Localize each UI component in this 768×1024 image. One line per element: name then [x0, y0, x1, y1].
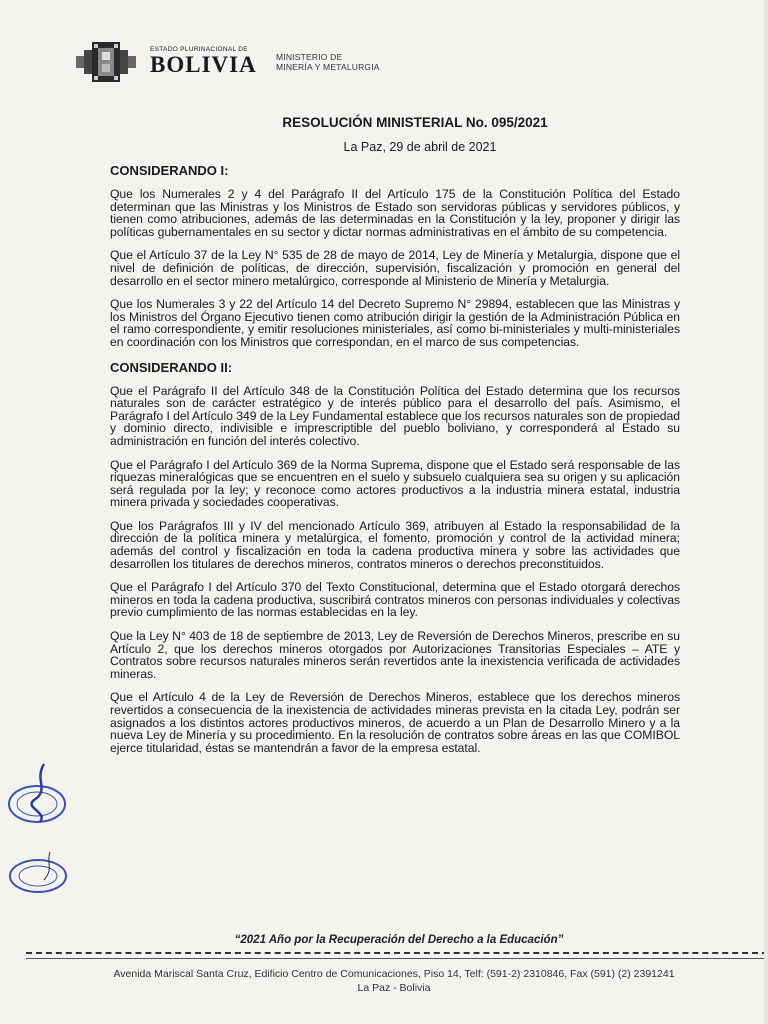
paragraph: Que el Parágrafo I del Artículo 370 del Texto Constitucional, determina que el Estado otorgará derechos mineros en toda la cadena productiva, suscribirá contratos mineros con personas individuales y colectivas previo cumplimiento de las normas establecidas en la ley.	[110, 580, 680, 620]
paragraph: Que los Numerales 3 y 22 del Artículo 14 del Decreto Supremo N° 29894, establecen que las Ministras y los Ministros del Órgano Ejecutivo tienen como atribución dirigir la gestión de la Administración Pública en el ramo correspondiente, y emitir resoluciones ministeriales, así como bi-ministeriales y multi-ministeriales en coordinación con los Ministros que correspondan, en el marco de sus competencias.	[110, 297, 680, 349]
brand-name: BOLIVIA	[150, 52, 257, 77]
paragraph: Que el Parágrafo I del Artículo 369 de la Norma Suprema, dispone que el Estado será responsable de las riquezas mineralógicas que se encuentren en el suelo y subsuelo cualquiera sea su origen y su aplicación será regulada por la ley; y reconoce como actores productivos a la industria minera estatal, industria minera privada y sociedades cooperativas.	[110, 457, 680, 510]
paragraph: Que el Artículo 37 de la Ley N° 535 de 28 de mayo de 2014, Ley de Minería y Metalurgia, dispone que el nivel de definición de políticas, de dirección, supervisión, fiscalización y promoción en general del desarrollo en el sector minero metalúrgico, corresponde al Ministerio de Minería y Metalurgia.	[110, 248, 680, 288]
resolution-date: La Paz, 29 de abril de 2021	[343, 140, 497, 154]
ministry-name	[276, 53, 380, 72]
official-seal-stamp-icon	[4, 760, 70, 830]
brand-subtitle: ESTADO PLURINACIONAL DE	[150, 46, 248, 53]
paragraph: Que el Parágrafo II del Artículo 348 de la Constitución Política del Estado determina que los recursos naturales son de carácter estratégico y de interés público para el desarrollo del país. Asimismo, el Parágrafo I del Artículo 349 de la Ley Fundamental establece que los recursos naturales son de propiedad y dominio directo, indivisible e imprescriptible del pueblo boliviano, y corresponderá al Estado su administración en función del interés colectivo.	[110, 383, 680, 448]
bolivia-coat-of-arms-icon	[70, 38, 142, 86]
resolution-title: RESOLUCIÓN MINISTERIAL No. 095/2021	[282, 115, 548, 130]
paragraph: Que la Ley N° 403 de 18 de septiembre de 2013, Ley de Reversión de Derechos Mineros, prescribe en su Artículo 2, que los derechos mineros otorgados por Autorizaciones Transitorias Especiales – ATE y Contratos sobre recursos naturales mineros serán revertidos ante la inexistencia verificada de actividades mineras.	[110, 629, 680, 681]
paragraph: Que los Numerales 2 y 4 del Parágrafo II del Artículo 175 de la Constitución Política del Estado determinan que las Ministras y los Ministros de Estado son servidoras públicas y servidores públicos, y tienen como atribuciones, además de las determinadas en la Constitución y la ley, proponer y dirigir las políticas gubernamentales en su sector y dictar normas administrativas en el ámbito de su competencia.	[110, 187, 680, 239]
brand	[150, 46, 257, 76]
letterhead	[70, 38, 430, 86]
ministry-line-2: MINERÍA Y METALURGIA	[276, 61, 380, 72]
paragraph: Que el Artículo 4 de la Ley de Reversión de Derechos Mineros, establece que los derechos mineros revertidos a consecuencia de la inexistencia de actividades mineras prevista en la citada Ley, podrán ser asignados a los distintos actores productivos mineros, de acuerdo a un Plan de Desarrollo Minero y a la nueva Ley de Minería y su procedimiento. En la resolución de contratos sobre áreas en las que COMIBOL ejerce titularidad, éstas se mantendrán a favor de la empresa estatal.	[110, 690, 680, 755]
official-seal-stamp-icon	[6, 850, 70, 898]
footer	[10, 967, 768, 995]
page-edge	[764, 0, 768, 1024]
ministry-line-1: MINISTERIO DE	[276, 52, 343, 62]
section-heading-2: CONSIDERANDO II:	[110, 359, 233, 375]
footer-address: Avenida Mariscal Santa Cruz, Edificio Centro de Comunicaciones, Piso 14, Telf: (591-2) 2310846, Fax (591) (2) 2391241	[113, 968, 675, 980]
document-body	[110, 163, 680, 765]
motto: “2021 Año por la Recuperación del Derecho a la Educación”	[234, 934, 564, 946]
paragraph: Que los Parágrafos III y IV del mencionado Artículo 369, atribuyen al Estado la responsabilidad de la dirección de la política minera y metalúrgica, el fomento, promoción y control de la actividad minera; además del control y fiscalización en toda la cadena productiva minera y sobre las actividades que desarrollen los titulares de derechos mineros, contratos mineros o derechos preconstituidos.	[110, 518, 680, 571]
footer-divider	[26, 952, 768, 959]
footer-city: La Paz - Bolivia	[357, 982, 431, 994]
section-heading-1: CONSIDERANDO I:	[110, 163, 229, 178]
